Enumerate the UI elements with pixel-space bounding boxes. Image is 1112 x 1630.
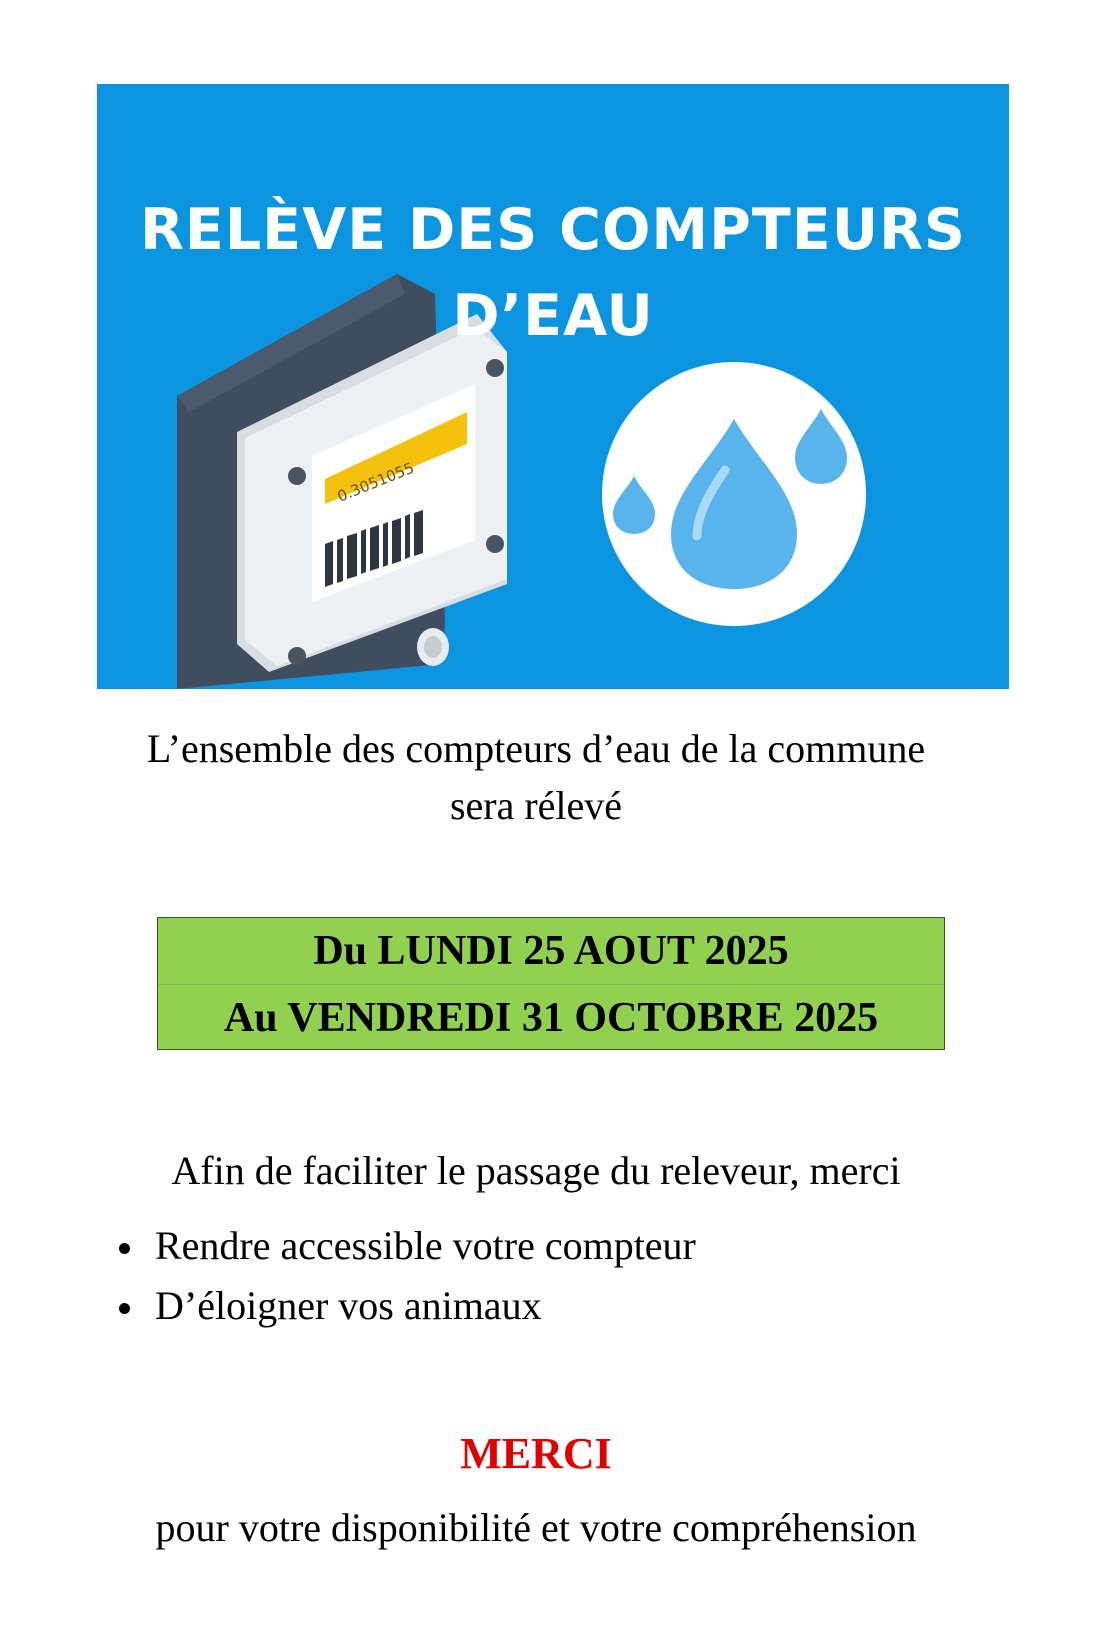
closing-text: pour votre disponibilité et votre compréhension — [155, 1505, 917, 1550]
meter-reading: 0.3051055 — [334, 458, 417, 506]
date-from: Du LUNDI 25 AOUT 2025 — [313, 928, 789, 974]
intro-text — [60, 720, 1012, 834]
instructions-lead: Afin de faciliter le passage du releveur, merci — [171, 1148, 901, 1193]
banner — [97, 84, 1009, 689]
list-item: D’éloigner vos animaux — [115, 1276, 696, 1336]
list-item: Rendre accessible votre compteur — [115, 1216, 696, 1276]
intro-line1: L’ensemble des compteurs d’eau de la commune — [146, 726, 926, 771]
banner-illustration — [97, 84, 1009, 689]
date-range-box — [157, 917, 945, 1050]
water-drops-icon — [602, 362, 866, 626]
date-to: Au VENDREDI 31 OCTOBRE 2025 — [158, 984, 944, 1051]
banner-title-line1: RELÈVE DES COMPTEURS — [140, 197, 966, 263]
banner-title-line2: D’EAU — [452, 283, 654, 349]
intro-line2: sera rélevé — [449, 783, 623, 828]
instructions-list — [115, 1216, 696, 1336]
merci-heading: MERCI — [460, 1429, 612, 1478]
